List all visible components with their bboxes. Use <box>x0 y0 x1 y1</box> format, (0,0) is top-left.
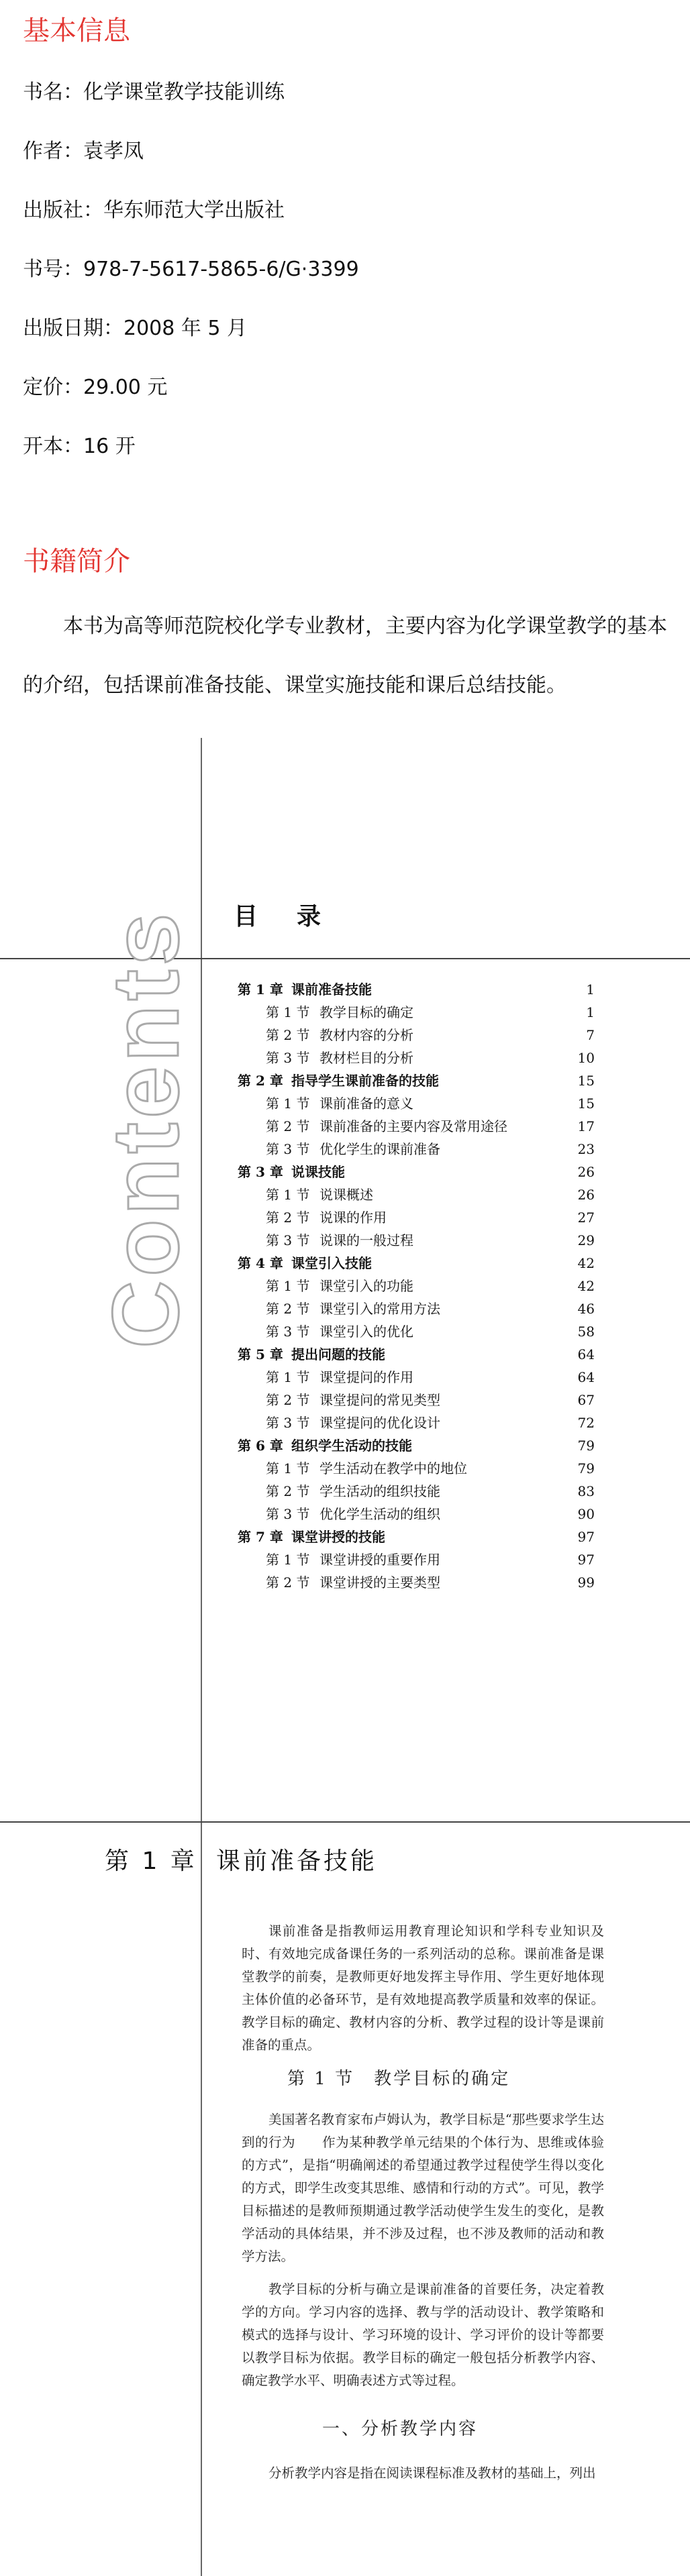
toc-heading: 目录 <box>234 902 360 930</box>
info-value: 2008 年 5 月 <box>124 317 248 340</box>
toc-entry-label: 第 1 节 <box>266 1095 310 1112</box>
toc-section-row <box>266 1206 387 1229</box>
toc-entry-title: 课前准备的主要内容及常用途径 <box>319 1118 507 1134</box>
toc-entry-title: 提出问题的技能 <box>291 1346 385 1362</box>
toc-entry-title: 教材栏目的分析 <box>319 1050 413 1066</box>
chapter-intro-paragraph: 课前准备是指教师运用教育理论知识和学科专业知识及时、有效地完成备课任务的一系列活动的总称。课前准备是课堂教学的前奏，是教师更好地发挥主导作用、学生更好地体现主体价值的必备环节，是有效地提高教学质量和效率的保证。教学目标的确定、教材内容的分析、教学过程的设计等是课前准备的重点。 <box>242 1923 604 2053</box>
toc-page-number: 83 <box>577 1483 595 1499</box>
subsection-title: 一、分析教学内容 <box>322 2419 479 2439</box>
info-value: 袁孝凤 <box>83 140 144 163</box>
toc-chapter-row <box>238 1069 439 1092</box>
info-label: 定价： <box>23 376 83 399</box>
toc-entry-label: 第 6 章 <box>238 1438 283 1454</box>
toc-entry-label: 第 1 章 <box>238 981 283 998</box>
toc-entry-label: 第 2 节 <box>266 1301 310 1317</box>
toc-page-number: 46 <box>577 1301 595 1317</box>
chapter-divider-line <box>0 1821 690 1823</box>
toc-section-row <box>266 1183 373 1206</box>
toc-page-number: 42 <box>577 1255 595 1271</box>
toc-entry-label: 第 3 节 <box>266 1324 310 1340</box>
toc-entry-label: 第 3 节 <box>266 1141 310 1157</box>
toc-page-number: 67 <box>577 1392 595 1408</box>
toc-entry-label: 第 3 节 <box>266 1415 310 1431</box>
toc-entry-label: 第 2 章 <box>238 1073 283 1089</box>
toc-page-number: 42 <box>577 1278 595 1294</box>
toc-page-number: 26 <box>577 1164 595 1180</box>
info-row <box>23 75 285 105</box>
toc-entry-title: 教学目标的确定 <box>319 1004 413 1020</box>
toc-entry-title: 课堂提问的作用 <box>319 1369 413 1385</box>
page-gutter-line <box>201 738 202 2576</box>
toc-page-number: 23 <box>577 1141 595 1157</box>
toc-entry-title: 说课的一般过程 <box>319 1232 413 1248</box>
toc-page-number: 27 <box>577 1210 595 1226</box>
toc-entry-label: 第 1 节 <box>266 1552 310 1568</box>
basic-info-heading: 基本信息 <box>23 15 130 46</box>
toc-section-row <box>266 1229 413 1252</box>
section-title: 第 1 节 教学目标的确定 <box>287 2069 511 2089</box>
toc-section-row <box>266 1503 440 1525</box>
toc-chapter-row <box>238 1252 372 1275</box>
toc-entry-label: 第 2 节 <box>266 1483 310 1499</box>
toc-entry-title: 课堂引入的功能 <box>319 1278 413 1294</box>
toc-page-number: 1 <box>586 1004 595 1020</box>
toc-entry-label: 第 1 节 <box>266 1369 310 1385</box>
toc-entry-label: 第 2 节 <box>266 1392 310 1408</box>
info-value: 化学课堂教学技能训练 <box>83 80 285 104</box>
info-row <box>23 252 359 282</box>
section-paragraph-2: 教学目标的分析与确立是课前准备的首要任务，决定着教学的方向。学习内容的选择、教与学的活动设计、教学策略和模式的选择与设计、学习环境的设计、学习评价的设计等都要以教学目标为依据。教学目标的确定一般包括分析教学内容、确定教学水平、明确表述方式等过程。 <box>242 2282 604 2388</box>
chapter-number: 第 1 章 <box>105 1847 197 1875</box>
toc-entry-label: 第 4 章 <box>238 1255 283 1271</box>
info-value: 29.00 元 <box>83 376 168 399</box>
toc-entry-title: 课前准备的意义 <box>319 1095 413 1112</box>
toc-chapter-row <box>238 978 372 1001</box>
toc-section-row <box>266 1571 440 1594</box>
summary-heading: 书籍简介 <box>23 546 130 577</box>
toc-entry-title: 课堂提问的常见类型 <box>319 1392 440 1408</box>
toc-section-row <box>266 1046 413 1069</box>
toc-page-number: 64 <box>577 1346 595 1362</box>
toc-entry-title: 教材内容的分析 <box>319 1027 413 1043</box>
toc-entry-title: 课堂讲授的技能 <box>291 1529 385 1545</box>
toc-entry-title: 课堂提问的优化设计 <box>319 1415 440 1431</box>
toc-entry-title: 学生活动的组织技能 <box>319 1483 440 1499</box>
toc-chapter-row <box>238 1343 385 1366</box>
toc-section-row <box>266 1411 440 1434</box>
info-value: 978-7-5617-5865-6/G·3399 <box>83 258 359 281</box>
toc-entry-title: 组织学生活动的技能 <box>291 1438 412 1454</box>
toc-page-number: 10 <box>577 1050 595 1066</box>
info-row <box>23 193 285 223</box>
toc-section-row <box>266 1115 507 1138</box>
summary-text: 本书为高等师范院校化学专业教材，主要内容为化学课堂教学的基本的介绍，包括课前准备技能、课堂实施技能和课后总结技能。 <box>23 614 667 697</box>
toc-entry-label: 第 2 节 <box>266 1210 310 1226</box>
info-label: 书名： <box>23 80 83 104</box>
toc-section-row <box>266 1024 413 1046</box>
toc-entry-label: 第 3 章 <box>238 1164 283 1180</box>
toc-section-row <box>266 1548 440 1571</box>
toc-page-number: 72 <box>577 1415 595 1431</box>
toc-entry-title: 课堂引入的优化 <box>319 1324 413 1340</box>
toc-page-number: 1 <box>586 981 595 998</box>
info-label: 开本： <box>23 435 83 458</box>
info-row <box>23 429 136 459</box>
toc-entry-label: 第 3 节 <box>266 1050 310 1066</box>
toc-chapter-row <box>238 1161 345 1183</box>
toc-chapter-row <box>238 1434 412 1457</box>
toc-page-number: 64 <box>577 1369 595 1385</box>
toc-section-row <box>266 1138 440 1161</box>
toc-page-number: 17 <box>577 1118 595 1134</box>
toc-entry-title: 说课概述 <box>319 1187 373 1203</box>
toc-entry-title: 课堂讲授的主要类型 <box>319 1574 440 1591</box>
info-label: 出版日期： <box>23 317 124 340</box>
info-value: 华东师范大学出版社 <box>103 199 285 222</box>
toc-entry-label: 第 2 节 <box>266 1574 310 1591</box>
info-row <box>23 311 247 341</box>
info-label: 出版社： <box>23 199 103 222</box>
toc-entry-title: 说课的作用 <box>319 1210 387 1226</box>
toc-entry-label: 第 2 节 <box>266 1027 310 1043</box>
toc-chapter-row <box>238 1525 385 1548</box>
toc-page-number: 99 <box>577 1574 595 1591</box>
toc-page-number: 58 <box>577 1324 595 1340</box>
toc-entry-label: 第 1 节 <box>266 1460 310 1477</box>
toc-section-row <box>266 1320 413 1343</box>
toc-entry-label: 第 3 节 <box>266 1506 310 1522</box>
toc-entry-label: 第 3 节 <box>266 1232 310 1248</box>
info-label: 书号： <box>23 258 83 281</box>
toc-section-row <box>266 1389 440 1411</box>
toc-page-number: 97 <box>577 1529 595 1545</box>
toc-section-row <box>266 1297 440 1320</box>
info-row <box>23 134 144 164</box>
toc-entry-label: 第 1 节 <box>266 1187 310 1203</box>
toc-entry-title: 优化学生的课前准备 <box>319 1141 440 1157</box>
contents-decoration: Contents <box>93 909 198 1348</box>
toc-entry-label: 第 7 章 <box>238 1529 283 1545</box>
toc-entry-title: 学生活动在教学中的地位 <box>319 1460 467 1477</box>
toc-section-row <box>266 1001 413 1024</box>
toc-page-number: 90 <box>577 1506 595 1522</box>
toc-section-row <box>266 1366 413 1389</box>
toc-section-row <box>266 1457 467 1480</box>
toc-entry-title: 优化学生活动的组织 <box>319 1506 440 1522</box>
toc-entry-title: 课堂讲授的重要作用 <box>319 1552 440 1568</box>
toc-entry-label: 第 5 章 <box>238 1346 283 1362</box>
info-row <box>23 370 167 400</box>
toc-page-number: 26 <box>577 1187 595 1203</box>
toc-page-number: 15 <box>577 1095 595 1112</box>
info-value: 16 开 <box>83 435 136 458</box>
toc-entry-title: 说课技能 <box>291 1164 345 1180</box>
toc-section-row <box>266 1092 413 1115</box>
toc-entry-title: 指导学生课前准备的技能 <box>291 1073 439 1089</box>
toc-page-number: 97 <box>577 1552 595 1568</box>
toc-section-row <box>266 1480 440 1503</box>
toc-entry-title: 课堂引入技能 <box>291 1255 372 1271</box>
toc-page-number: 7 <box>586 1027 595 1043</box>
toc-entry-title: 课堂引入的常用方法 <box>319 1301 440 1317</box>
toc-page-number: 79 <box>577 1438 595 1454</box>
info-label: 作者： <box>23 140 83 163</box>
chapter-title: 课前准备技能 <box>216 1847 378 1875</box>
section-paragraph-3: 分析教学内容是指在阅读课程标准及教材的基础上，列出 <box>268 2465 596 2481</box>
toc-entry-label: 第 1 节 <box>266 1004 310 1020</box>
toc-page-number: 29 <box>577 1232 595 1248</box>
section-paragraph-1: 美国著名教育家布卢姆认为，教学目标是“那些要求学生达到的行为 作为某种教学单元结果的个体行为、思维或体验的方式”，是指“明确阐述的希望通过教学过程使学生得以变化的方式，即学生改变其思维、感情和行动的方式”。可见，教学目标描述的是教师预期通过教学活动使学生发生的变化，是教学活动的具体结果，并不涉及过程，也不涉及教师的活动和教学方法。 <box>242 2112 604 2264</box>
toc-entry-label: 第 2 节 <box>266 1118 310 1134</box>
toc-page-number: 79 <box>577 1460 595 1477</box>
toc-page-number: 15 <box>577 1073 595 1089</box>
toc-section-row <box>266 1275 413 1297</box>
toc-entry-title: 课前准备技能 <box>291 981 372 998</box>
toc-entry-label: 第 1 节 <box>266 1278 310 1294</box>
